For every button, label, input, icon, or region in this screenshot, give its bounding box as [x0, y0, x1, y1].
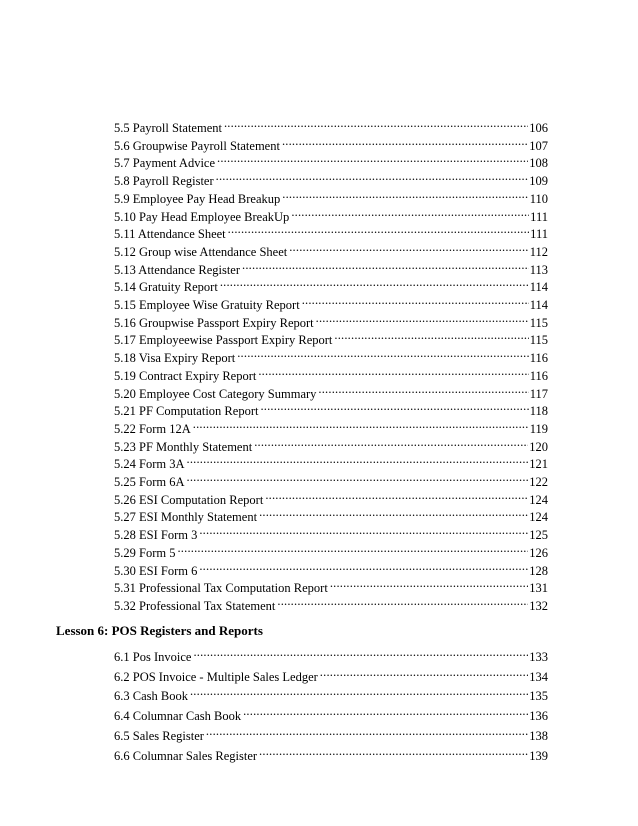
toc-entry-page-number: 121 — [529, 457, 548, 472]
toc-entry-page-number: 131 — [529, 581, 548, 596]
toc-entry-page-number: 124 — [529, 510, 548, 525]
dot-leader — [259, 742, 528, 760]
toc-entry-page-number: 128 — [529, 563, 548, 578]
toc-entry-title: 5.7 Payment Advice — [114, 156, 216, 171]
toc-entry-title: 6.6 Columnar Sales Register — [114, 748, 258, 763]
toc-entry-title: 5.26 ESI Computation Report — [114, 492, 264, 507]
dot-leader — [193, 415, 529, 433]
dot-leader — [282, 185, 528, 203]
toc-entry-title: 5.6 Groupwise Payroll Statement — [114, 138, 280, 153]
toc-entry-title: 5.15 Employee Wise Gratuity Report — [114, 298, 300, 312]
toc-entry-title: 5.22 Form 12A — [114, 421, 191, 436]
toc-entry-title: 5.18 Visa Expiry Report — [114, 351, 236, 366]
toc-entry-page-number: 107 — [529, 138, 548, 153]
dot-leader — [243, 702, 528, 720]
toc-entry-page-number: 111 — [530, 227, 548, 242]
toc-entry-page-number: 122 — [529, 475, 548, 489]
toc-entry[interactable] — [114, 344, 548, 366]
toc-entry-title: 5.11 Attendance Sheet — [114, 227, 226, 242]
toc-entry-page-number: 109 — [529, 174, 548, 189]
dot-leader — [193, 643, 528, 661]
toc-entry[interactable] — [114, 742, 548, 763]
toc-entry[interactable] — [114, 663, 548, 684]
toc-entry-title: 6.4 Columnar Cash Book — [114, 709, 242, 724]
toc-entry-title: 5.28 ESI Form 3 — [114, 528, 198, 543]
toc-entry[interactable] — [114, 220, 548, 242]
toc-entry[interactable] — [114, 326, 548, 348]
dot-leader — [289, 238, 528, 256]
toc-entry[interactable] — [114, 503, 548, 525]
dot-leader — [282, 132, 528, 150]
toc-entry[interactable] — [114, 643, 548, 664]
toc-entry-title: 6.5 Sales Register — [114, 728, 204, 743]
dot-leader — [206, 722, 528, 740]
toc-entry-title: 5.14 Gratuity Report — [114, 280, 218, 295]
toc-entry[interactable] — [114, 682, 548, 704]
toc-entry[interactable] — [114, 362, 548, 383]
dot-leader — [334, 326, 528, 344]
toc-entry-page-number: 135 — [529, 689, 548, 704]
toc-entry-title: 5.32 Professional Tax Statement — [114, 598, 276, 613]
toc-entry-page-number: 119 — [529, 421, 548, 436]
toc-entry-title: 5.24 Form 3A — [114, 457, 185, 472]
toc-entry-title: 5.31 Professional Tax Computation Report — [114, 581, 328, 596]
toc-entry[interactable] — [114, 273, 548, 295]
toc-entry-title: 6.2 POS Invoice - Multiple Sales Ledger — [114, 669, 318, 684]
toc-entry-page-number: 115 — [529, 333, 548, 348]
dot-leader — [216, 167, 529, 185]
dot-leader — [316, 309, 529, 327]
toc-entry-title: 5.25 Form 6A — [114, 475, 185, 489]
dot-leader — [177, 539, 528, 557]
toc-entry-page-number: 108 — [529, 156, 548, 171]
toc-entry-page-number: 133 — [529, 650, 548, 664]
toc-entry[interactable] — [114, 149, 548, 171]
toc-entry[interactable] — [114, 415, 548, 436]
toc-entry-page-number: 120 — [529, 439, 548, 454]
toc-entry-page-number: 126 — [529, 545, 548, 560]
toc-entry-title: 5.29 Form 5 — [114, 545, 176, 560]
toc-entry-page-number: 136 — [529, 709, 548, 724]
toc-entry-page-number: 116 — [529, 368, 548, 383]
toc-entry[interactable] — [114, 380, 548, 401]
toc-entry[interactable] — [114, 291, 548, 312]
dot-leader — [258, 362, 528, 380]
toc-entry-title: 5.17 Employeewise Passport Expiry Report — [114, 333, 333, 348]
dot-leader — [259, 503, 528, 521]
dot-leader — [277, 592, 528, 610]
toc-entry-page-number: 118 — [529, 404, 548, 419]
toc-entry[interactable] — [114, 702, 548, 724]
toc-entry[interactable] — [114, 521, 548, 543]
toc-entry-page-number: 115 — [529, 315, 548, 330]
toc-entry[interactable] — [114, 132, 548, 153]
toc-entry-page-number: 112 — [529, 244, 548, 259]
toc-entry-page-number: 114 — [529, 280, 548, 295]
toc-entry-title: 5.30 ESI Form 6 — [114, 563, 198, 578]
toc-entry[interactable] — [114, 468, 548, 489]
toc-entry[interactable] — [114, 486, 548, 507]
toc-entry-page-number: 106 — [529, 121, 548, 135]
toc-entry[interactable] — [114, 722, 548, 743]
toc-entry-page-number: 117 — [529, 386, 548, 401]
dot-leader — [242, 256, 529, 274]
dot-leader — [199, 557, 528, 575]
dot-leader — [330, 574, 528, 592]
dot-leader — [291, 203, 529, 221]
toc-entry-page-number: 124 — [529, 492, 548, 507]
toc-entry-title: 5.13 Attendance Register — [114, 262, 241, 277]
toc-entry-page-number: 134 — [529, 669, 548, 684]
toc-entry-title: 6.1 Pos Invoice — [114, 650, 192, 664]
lesson-heading: Lesson 6: POS Registers and Reports — [56, 623, 263, 638]
dot-leader — [237, 344, 528, 362]
toc-entry[interactable] — [114, 592, 548, 613]
dot-leader — [254, 433, 528, 451]
toc-entry[interactable] — [114, 433, 548, 454]
toc-entry-title: 5.16 Groupwise Passport Expiry Report — [114, 315, 314, 330]
toc-entry-page-number: 139 — [529, 748, 548, 763]
toc-entry-title: 5.19 Contract Expiry Report — [114, 368, 257, 383]
dot-leader — [260, 397, 528, 415]
toc-entry-title: 5.12 Group wise Attendance Sheet — [114, 244, 288, 259]
toc-entry[interactable] — [114, 450, 548, 472]
toc-entry[interactable] — [114, 397, 548, 419]
toc-entry[interactable] — [114, 185, 548, 206]
dot-leader — [224, 114, 528, 132]
toc-entry[interactable] — [114, 114, 548, 135]
toc-entry-page-number: 111 — [530, 209, 548, 224]
toc-entry-title: 5.27 ESI Monthly Statement — [114, 510, 258, 525]
toc-entry-title: 5.10 Pay Head Employee BreakUp — [114, 209, 290, 224]
toc-entry[interactable] — [114, 238, 548, 259]
toc-entry-page-number: 114 — [529, 298, 548, 312]
toc-entry-title: 5.9 Employee Pay Head Breakup — [114, 191, 281, 206]
toc-entry-title: 5.8 Payroll Register — [114, 174, 214, 189]
dot-leader — [228, 220, 530, 238]
dot-leader — [320, 663, 528, 681]
dot-leader — [199, 521, 528, 539]
toc-entry[interactable] — [114, 309, 548, 330]
toc-entry-title: 5.21 PF Computation Report — [114, 404, 259, 419]
toc-entry[interactable] — [114, 203, 548, 224]
dot-leader — [265, 486, 528, 504]
toc-entry-title: 6.3 Cash Book — [114, 689, 188, 704]
toc-entry[interactable] — [114, 574, 548, 596]
dot-leader — [217, 149, 528, 167]
toc-entry-page-number: 113 — [529, 262, 548, 277]
dot-leader — [302, 291, 529, 309]
toc-entry-page-number: 138 — [529, 728, 548, 743]
dot-leader — [187, 450, 529, 468]
dot-leader — [187, 468, 529, 486]
toc-entry-title: 5.20 Employee Cost Category Summary — [114, 386, 317, 401]
toc-entry-page-number: 116 — [529, 351, 548, 366]
dot-leader — [190, 682, 528, 700]
dot-leader — [220, 273, 529, 291]
toc-entry-page-number: 125 — [529, 528, 548, 543]
toc-entry[interactable] — [114, 167, 548, 189]
dot-leader — [318, 380, 528, 398]
toc-entry-page-number: 110 — [529, 191, 548, 206]
toc-entry[interactable] — [114, 256, 548, 277]
toc-entry[interactable] — [114, 557, 548, 578]
toc-entry-page-number: 132 — [529, 598, 548, 613]
toc-entry[interactable] — [114, 539, 548, 560]
toc-entry-title: 5.23 PF Monthly Statement — [114, 439, 253, 454]
toc-entry-title: 5.5 Payroll Statement — [114, 121, 222, 135]
